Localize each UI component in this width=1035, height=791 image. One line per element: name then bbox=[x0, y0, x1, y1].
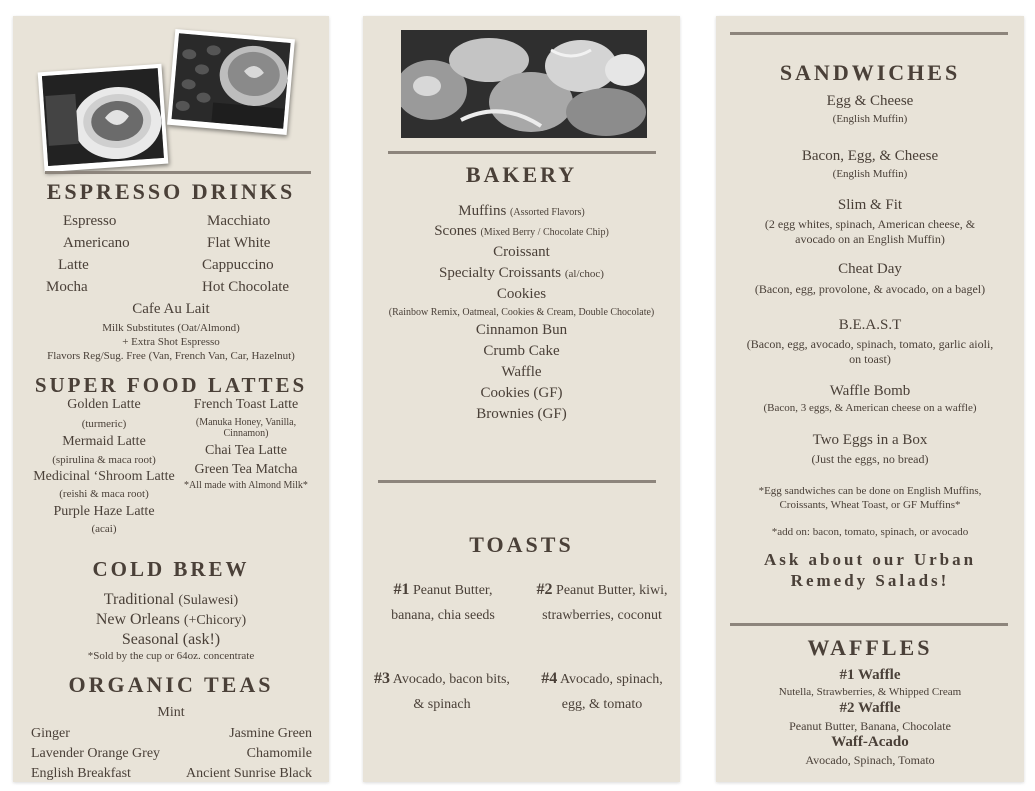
menu-item: Seasonal (ask!) bbox=[121, 631, 221, 648]
flavors-note: Flavors Reg/Sug. Free (Van, French Van, Car, Hazelnut) bbox=[47, 350, 295, 362]
menu-item: Mocha bbox=[46, 279, 88, 295]
toast-2: #2 Peanut Butter, kiwi, strawberries, coconut bbox=[536, 581, 668, 623]
toast-3: #3 Avocado, bacon bits, & spinach bbox=[374, 670, 510, 712]
menu-item: Waffle bbox=[501, 364, 542, 380]
latte-art-photo bbox=[38, 64, 169, 172]
toast-1: #1 Peanut Butter, banana, chia seeds bbox=[391, 581, 495, 623]
menu-item: Egg & Cheese bbox=[826, 93, 914, 109]
item-note: (Just the eggs, no bread) bbox=[811, 452, 929, 466]
menu-item: Bacon, Egg, & Cheese bbox=[801, 148, 939, 164]
superfood-heading: SUPER FOOD LATTES bbox=[34, 373, 308, 397]
menu-item: Lavender Orange Grey bbox=[31, 746, 161, 761]
menu-item: Macchiato bbox=[207, 213, 271, 229]
menu-item: #1 Waffle bbox=[839, 667, 901, 683]
item-note: (Rainbow Remix, Oatmeal, Cookies & Cream, Double Chocolate) bbox=[388, 307, 655, 318]
item-note: (English Muffin) bbox=[832, 113, 908, 125]
middle-menu-panel bbox=[363, 16, 680, 782]
menu-item: Two Eggs in a Box bbox=[812, 432, 928, 448]
menu-item: Chai Tea Latte bbox=[205, 443, 287, 458]
coldbrew-note: *Sold by the cup or 64oz. concentrate bbox=[87, 650, 255, 662]
menu-item: Chamomile bbox=[246, 746, 312, 761]
menu-item: Muffins (Assorted Flavors) bbox=[458, 203, 585, 219]
menu-item: Mint bbox=[157, 705, 185, 720]
menu-item: French Toast Latte bbox=[193, 397, 299, 412]
sandwiches-heading: SANDWICHES bbox=[779, 60, 961, 85]
salads-callout: Ask about our Urban Remedy Salads! bbox=[763, 550, 977, 590]
waffles-heading: WAFFLES bbox=[807, 635, 933, 660]
item-note: Peanut Butter, Banana, Chocolate bbox=[789, 719, 951, 733]
item-note: (Bacon, 3 eggs, & American cheese on a waffle) bbox=[763, 402, 977, 414]
menu-item: B.E.A.S.T bbox=[838, 317, 902, 333]
item-note: (English Muffin) bbox=[832, 168, 908, 180]
menu-item: Cafe Au Lait bbox=[132, 301, 210, 317]
menu-item: Crumb Cake bbox=[483, 343, 560, 359]
menu-item: Waff-Acado bbox=[831, 734, 909, 750]
menu-item: Ancient Sunrise Black bbox=[186, 766, 312, 781]
menu-item: Cookies (GF) bbox=[480, 385, 563, 401]
right-menu-panel bbox=[716, 16, 1024, 782]
menu-item: Americano bbox=[63, 235, 130, 251]
item-note: (Bacon, egg, provolone, & avocado, on a bagel) bbox=[754, 282, 986, 296]
teas-heading: ORGANIC TEAS bbox=[68, 672, 274, 697]
item-note: (Bacon, egg, avocado, spinach, tomato, garlic aioli, on toast) bbox=[746, 337, 994, 366]
menu-item: Medicinal ‘Shroom Latte bbox=[33, 469, 175, 484]
menu-item: Flat White bbox=[207, 235, 271, 251]
espresso-heading: ESPRESSO DRINKS bbox=[46, 179, 296, 204]
menu-item: Waffle Bomb bbox=[829, 383, 911, 399]
bakery-heading: BAKERY bbox=[465, 162, 578, 187]
coldbrew-heading: COLD BREW bbox=[92, 557, 250, 581]
item-note: (2 egg whites, spinach, American cheese, & avocado on an English Muffin) bbox=[764, 217, 976, 246]
menu-item: English Breakfast bbox=[31, 766, 131, 781]
item-note: (spirulina & maca root) bbox=[52, 454, 156, 466]
menu-item: Slim & Fit bbox=[837, 197, 903, 213]
menu-item: Cheat Day bbox=[838, 261, 902, 277]
left-menu-panel bbox=[13, 16, 329, 782]
menu-item: Ginger bbox=[31, 726, 70, 741]
item-note: (reishi & maca root) bbox=[59, 488, 149, 500]
extra-shot-note: + Extra Shot Espresso bbox=[122, 336, 220, 348]
menu-item: Latte bbox=[58, 257, 89, 273]
pastries-photo bbox=[401, 30, 647, 138]
menu-item: Green Tea Matcha bbox=[194, 462, 298, 477]
menu-item: Hot Chocolate bbox=[202, 279, 290, 295]
menu-item: New Orleans (+Chicory) bbox=[95, 611, 247, 628]
toasts-heading: TOASTS bbox=[469, 532, 574, 557]
item-note: Nutella, Strawberries, & Whipped Cream bbox=[778, 686, 962, 698]
menu-item: Cinnamon Bun bbox=[475, 322, 568, 338]
coffee-beans-photo bbox=[167, 29, 295, 135]
item-note: (turmeric) bbox=[81, 418, 127, 430]
item-note: (acai) bbox=[91, 523, 117, 535]
item-note: Cinnamon) bbox=[223, 428, 269, 439]
tea-list-right bbox=[186, 724, 312, 784]
menu-item: Brownies (GF) bbox=[476, 406, 567, 422]
egg-sandwich-note: *Egg sandwiches can be done on English Muffins, Croissants, Wheat Toast, or GF Muffins* bbox=[758, 485, 982, 511]
tea-list-left bbox=[31, 724, 160, 784]
menu-item: Cookies bbox=[496, 286, 547, 302]
menu-item: Golden Latte bbox=[67, 397, 141, 412]
menu-item: Cappuccino bbox=[202, 257, 274, 273]
menu-item: #2 Waffle bbox=[839, 700, 901, 716]
toast-4: #4 Avocado, spinach, egg, & tomato bbox=[541, 670, 663, 712]
almond-note: *All made with Almond Milk* bbox=[184, 480, 308, 491]
menu-item: Traditional (Sulawesi) bbox=[103, 591, 239, 608]
menu-item: Scones (Mixed Berry / Chocolate Chip) bbox=[434, 223, 609, 239]
add-on-note: *add on: bacon, tomato, spinach, or avocado bbox=[771, 526, 969, 538]
item-note: Avocado, Spinach, Tomato bbox=[805, 753, 935, 767]
menu-item: Croissant bbox=[493, 244, 550, 260]
menu-item: Jasmine Green bbox=[229, 726, 312, 741]
menu-item: Specialty Croissants (al/choc) bbox=[439, 265, 604, 281]
menu-item: Purple Haze Latte bbox=[53, 504, 155, 519]
item-note: (Manuka Honey, Vanilla, bbox=[195, 417, 297, 428]
menu-item: Espresso bbox=[63, 213, 117, 229]
milk-note: Milk Substitutes (Oat/Almond) bbox=[102, 322, 240, 334]
menu-item: Mermaid Latte bbox=[62, 434, 146, 449]
